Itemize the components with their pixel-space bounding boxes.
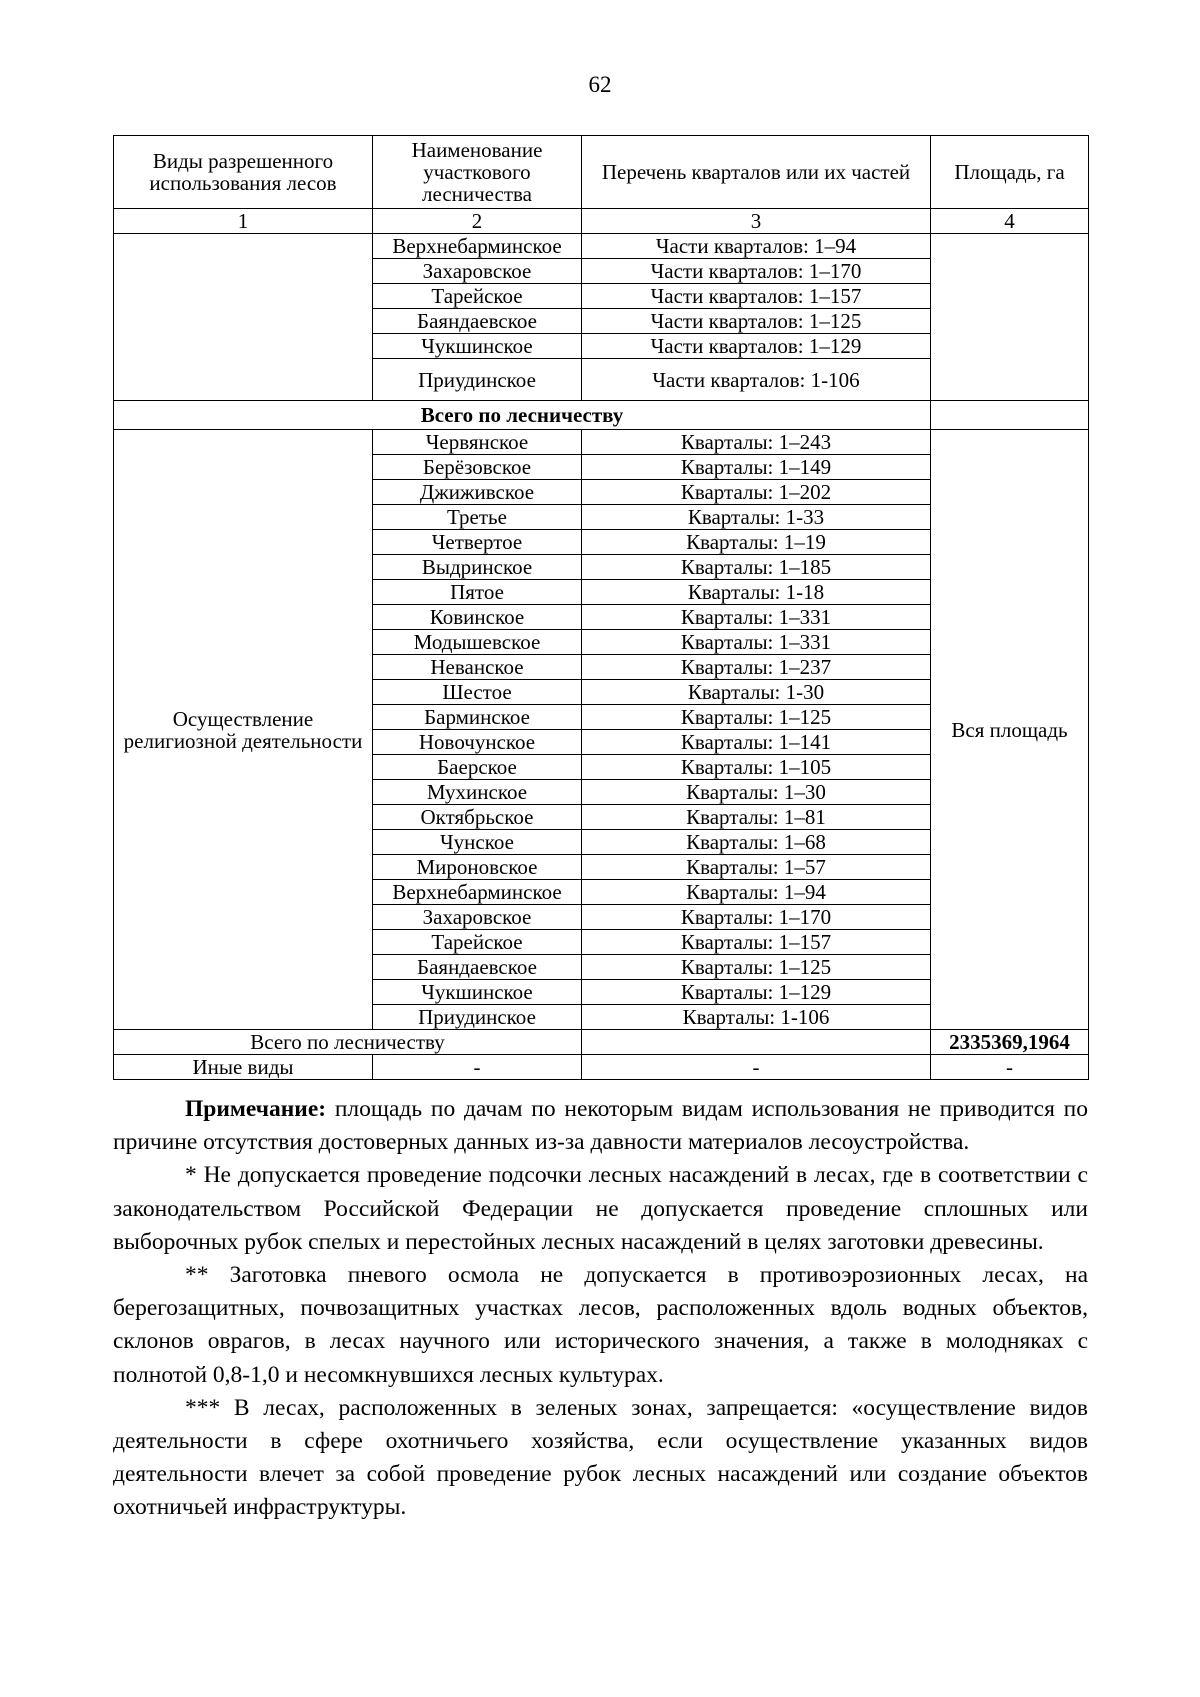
note-label: Примечание: — [185, 1096, 327, 1122]
quarters-list: Кварталы: 1–157 — [582, 930, 931, 955]
forestry-name: Баерское — [373, 755, 582, 780]
quarters-list: Кварталы: 1–141 — [582, 730, 931, 755]
forestry-name: Третье — [373, 505, 582, 530]
forestry-name: Четвертое — [373, 530, 582, 555]
header-row — [114, 136, 1089, 209]
total-label: Всего по лесничеству — [114, 1030, 582, 1055]
page-number: 62 — [588, 72, 612, 97]
forestry-name: Модышевское — [373, 630, 582, 655]
other-dash: - — [373, 1055, 582, 1080]
quarters-list: Кварталы: 1–243 — [582, 430, 931, 455]
footnote-double-star: ** Заготовка пневого осмола не допускается в противоэрозионных лесах, на берегозащитных, почвозащитных участках лесов, расположенных вдоль водных объектов, склонов оврагов, в лесах научного или исторического значения, а также в молодняках с полнотой 0,8-1,0 и несомкнувшихся лесных культурах. — [113, 1262, 1088, 1388]
subtotal-value-empty — [931, 401, 1089, 430]
forestry-name: Приудинское — [373, 359, 582, 401]
quarters-list: Кварталы: 1–125 — [582, 705, 931, 730]
header-usage-type: Виды разрешенного использования лесов — [114, 136, 373, 209]
forestry-name: Мухинское — [373, 780, 582, 805]
quarters-list: Части кварталов: 1-106 — [582, 359, 931, 401]
footnote-single-star: * Не допускается проведение подсочки лесных насаждений в лесах, где в соответствии с законодательством Российской Федерации не допускается проведение сплошных или выборочных рубок спелых и перестойных лесных насаждений в целях заготовки древесины. — [113, 1162, 1088, 1255]
quarters-list: Кварталы: 1–68 — [582, 830, 931, 855]
forestry-name: Ковинское — [373, 605, 582, 630]
quarters-list: Кварталы: 1-33 — [582, 505, 931, 530]
header-forestry: Наименование участкового лесничества — [373, 136, 582, 209]
other-types-row — [114, 1055, 1089, 1080]
total-value: 2335369,1964 — [931, 1030, 1089, 1055]
quarters-list: Части кварталов: 1–125 — [582, 309, 931, 334]
column-number: 4 — [931, 209, 1089, 234]
quarters-list: Кварталы: 1–331 — [582, 630, 931, 655]
quarters-list: Кварталы: 1–81 — [582, 805, 931, 830]
forestry-name: Выдринское — [373, 555, 582, 580]
forestry-name: Чукшинское — [373, 334, 582, 359]
forestry-name: Октябрьское — [373, 805, 582, 830]
other-types-label: Иные виды — [114, 1055, 373, 1080]
forestry-name: Приудинское — [373, 1005, 582, 1030]
quarters-list: Кварталы: 1-106 — [582, 1005, 931, 1030]
other-dash: - — [582, 1055, 931, 1080]
quarters-list: Части кварталов: 1–170 — [582, 259, 931, 284]
forestry-name: Джиживское — [373, 480, 582, 505]
forestry-name: Тарейское — [373, 284, 582, 309]
forestry-name: Баяндаевское — [373, 955, 582, 980]
quarters-list: Кварталы: 1–149 — [582, 455, 931, 480]
quarters-list: Кварталы: 1–170 — [582, 905, 931, 930]
usage-type-cell-empty — [114, 234, 373, 401]
column-number: 1 — [114, 209, 373, 234]
quarters-list: Кварталы: 1–331 — [582, 605, 931, 630]
quarters-list: Кварталы: 1–57 — [582, 855, 931, 880]
quarters-list: Части кварталов: 1–157 — [582, 284, 931, 309]
note-text: площадь по дачам по некоторым видам использования не приводится по причине отсутствия достоверных данных из-за давности материалов лесоустройства. — [113, 1096, 1088, 1156]
column-number: 3 — [582, 209, 931, 234]
area-value: Вся площадь — [931, 430, 1089, 1030]
column-number: 2 — [373, 209, 582, 234]
quarters-list: Кварталы: 1–129 — [582, 980, 931, 1005]
forestry-name: Берёзовское — [373, 455, 582, 480]
quarters-list: Кварталы: 1–202 — [582, 480, 931, 505]
quarters-list: Кварталы: 1–237 — [582, 655, 931, 680]
forestry-name: Захаровское — [373, 905, 582, 930]
forestry-name: Шестое — [373, 680, 582, 705]
forestry-name: Барминское — [373, 705, 582, 730]
forestry-name: Баяндаевское — [373, 309, 582, 334]
forestry-name: Захаровское — [373, 259, 582, 284]
footnote-triple-star: *** В лесах, расположенных в зеленых зонах, запрещается: «осуществление видов деятельности в сфере охотничьего хозяйства, если осуществление указанных видов деятельности влечет за собой проведение рубок лесных насаждений или создание объектов охотничьей инфраструктуры. — [113, 1394, 1088, 1521]
quarters-list: Части кварталов: 1–129 — [582, 334, 931, 359]
forestry-name: Верхнебарминское — [373, 234, 582, 259]
quarters-list: Части кварталов: 1–94 — [582, 234, 931, 259]
header-area: Площадь, га — [931, 136, 1089, 209]
forestry-name: Чунское — [373, 830, 582, 855]
notes-section — [113, 1093, 1088, 1525]
column-number-row — [114, 209, 1089, 234]
forestry-name: Новочунское — [373, 730, 582, 755]
quarters-list: Кварталы: 1–19 — [582, 530, 931, 555]
other-dash: - — [931, 1055, 1089, 1080]
forestry-name: Чукшинское — [373, 980, 582, 1005]
subtotal-row — [114, 401, 1089, 430]
total-row — [114, 1030, 1089, 1055]
quarters-list: Кварталы: 1–185 — [582, 555, 931, 580]
quarters-list: Кварталы: 1-18 — [582, 580, 931, 605]
forestry-name: Мироновское — [373, 855, 582, 880]
forestry-name: Неванское — [373, 655, 582, 680]
forestry-name: Верхнебарминское — [373, 880, 582, 905]
forestry-name: Пятое — [373, 580, 582, 605]
forestry-name: Червянское — [373, 430, 582, 455]
table-row — [114, 430, 1089, 455]
quarters-list: Кварталы: 1–105 — [582, 755, 931, 780]
area-cell-empty — [931, 234, 1089, 401]
subtotal-label: Всего по лесничеству — [114, 401, 931, 430]
header-quarters: Перечень кварталов или их частей — [582, 136, 931, 209]
table-row — [114, 234, 1089, 259]
quarters-list: Кварталы: 1–30 — [582, 780, 931, 805]
forestry-name: Тарейское — [373, 930, 582, 955]
total-empty — [582, 1030, 931, 1055]
quarters-list: Кварталы: 1–125 — [582, 955, 931, 980]
usage-type-religious: Осуществление религиозной деятельности — [114, 430, 373, 1030]
quarters-list: Кварталы: 1–94 — [582, 880, 931, 905]
forest-use-table — [113, 135, 1089, 1080]
quarters-list: Кварталы: 1-30 — [582, 680, 931, 705]
note-paragraph — [113, 1093, 1088, 1159]
